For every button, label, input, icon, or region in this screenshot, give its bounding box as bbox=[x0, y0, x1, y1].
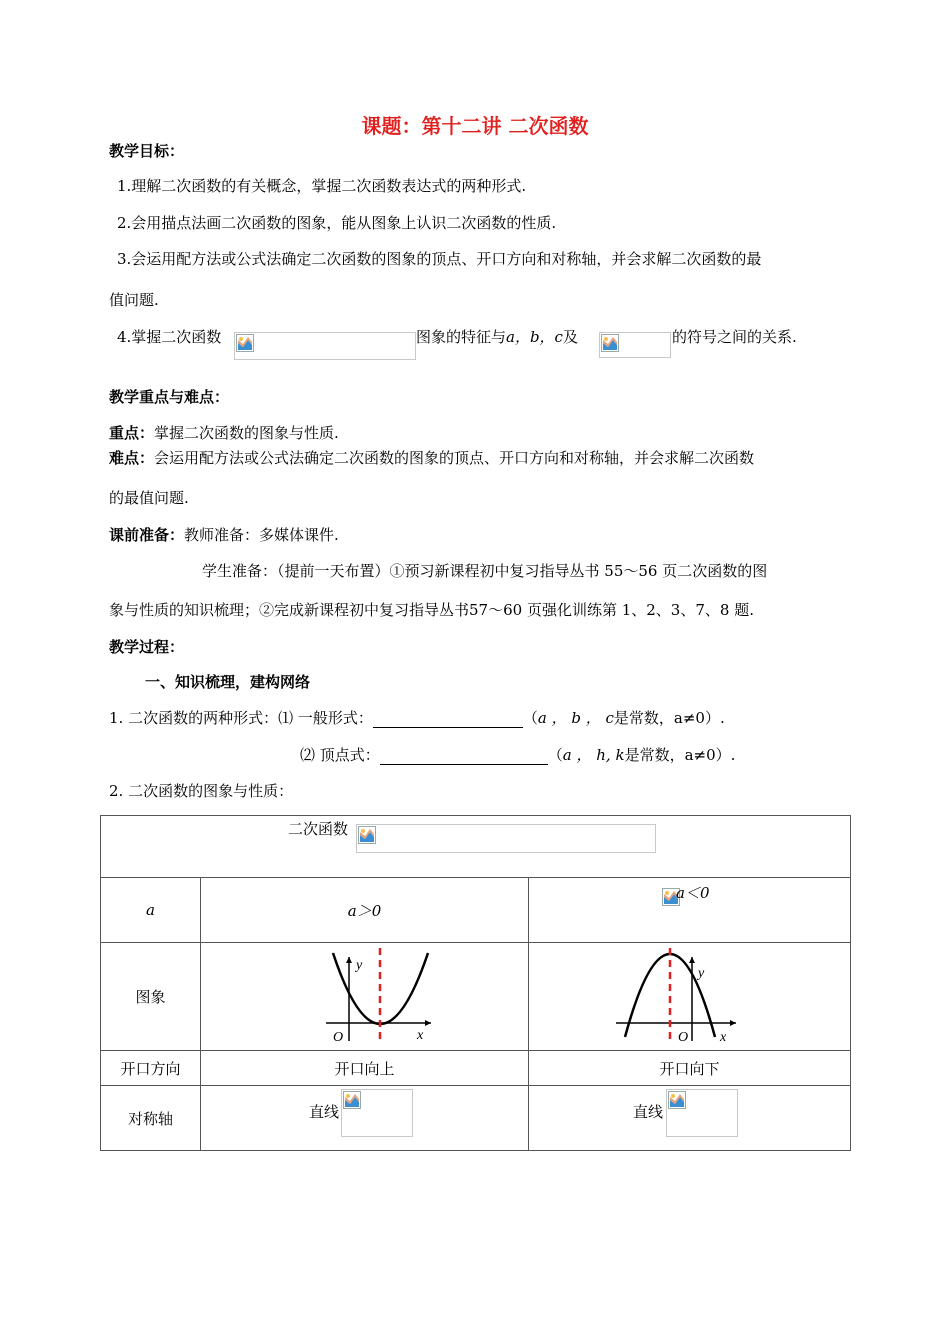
process-heading: 教学过程： bbox=[109, 638, 185, 656]
objective-2: 2.会用描点法画二次函数的图象，能从图象上认识二次函数的性质. bbox=[117, 214, 557, 232]
q1b-suffix-open: （ bbox=[547, 746, 563, 764]
objective-4-text-c: 及 bbox=[562, 328, 578, 346]
answer-blank-general-form[interactable] bbox=[373, 711, 523, 728]
y-axis-arrow bbox=[346, 957, 352, 963]
row-axis-label-cell bbox=[101, 1086, 201, 1151]
objective-1: 1.理解二次函数的有关概念，掌握二次函数表达式的两种形式. bbox=[117, 177, 527, 195]
objective-3-line1: 3.会运用配方法或公式法确定二次函数的图象的顶点、开口方向和对称轴，并会求解二次函数的最 bbox=[117, 250, 762, 268]
q1b-prefix: ⑵ 顶点式： bbox=[300, 746, 380, 764]
question-2: 2. 二次函数的图象与性质： bbox=[109, 782, 294, 800]
objectives-heading: 教学目标： bbox=[109, 142, 185, 160]
q1-suffix-open: （ bbox=[522, 709, 538, 727]
objective-3-line2: 值问题. bbox=[109, 291, 159, 309]
question-1-vertex-form bbox=[300, 745, 735, 765]
y-axis-label: y bbox=[698, 966, 705, 981]
question-1-general-form bbox=[109, 708, 725, 728]
preparation-line bbox=[109, 525, 339, 545]
objective-4-text-b: 图象的特征与 bbox=[416, 328, 507, 346]
objective-4-part-a: 4.掌握二次函数 bbox=[117, 328, 222, 346]
row-a-neg: a＜0 bbox=[676, 884, 710, 902]
student-preparation-line2: 象与性质的知识梳理；②完成新课程初中复习指导丛书57～60 页强化训练第 1、2、3、7、8 题. bbox=[109, 601, 754, 619]
difficulty-line bbox=[109, 448, 754, 468]
properties-table bbox=[100, 815, 851, 1151]
x-axis-label: x bbox=[720, 1030, 727, 1045]
teacher-preparation: 教师准备：多媒体课件. bbox=[184, 526, 339, 544]
downward-parabola-graph bbox=[611, 945, 741, 1045]
focus-line bbox=[109, 423, 339, 443]
table-header-label: 二次函数 bbox=[288, 820, 349, 838]
student-preparation-line1: 学生准备：（提前一天布置）①预习新课程初中复习指导丛书 55～56 页二次函数的图 bbox=[202, 562, 768, 580]
x-axis-arrow bbox=[425, 1020, 431, 1026]
origin-label: O bbox=[333, 1030, 344, 1045]
row-axis-neg: 直线 bbox=[633, 1103, 664, 1121]
table-header-cell bbox=[101, 816, 851, 878]
row-a-pos-cell bbox=[201, 878, 529, 943]
q1b-suffix-cond: a≠0）. bbox=[684, 746, 736, 764]
q1-suffix-cond: a≠0）. bbox=[673, 709, 725, 727]
focus-label: 重点： bbox=[109, 424, 155, 442]
upward-parabola-graph bbox=[316, 945, 436, 1045]
key-points-heading: 教学重点与难点： bbox=[109, 388, 230, 406]
origin-label: O bbox=[678, 1030, 689, 1045]
x-axis-arrow bbox=[730, 1020, 736, 1026]
difficulty-label: 难点： bbox=[109, 449, 155, 467]
row-open-neg-cell bbox=[529, 1051, 851, 1086]
row-open-neg: 开口向下 bbox=[659, 1059, 720, 1078]
row-graph-label-cell bbox=[101, 943, 201, 1051]
row-a-neg-cell bbox=[529, 878, 851, 943]
broken-image-icon bbox=[668, 1091, 686, 1109]
formula-image-placeholder bbox=[356, 824, 656, 853]
formula-image-placeholder bbox=[599, 332, 671, 358]
q1-suffix-vars: a ， b ， c bbox=[537, 709, 614, 727]
y-axis-label: y bbox=[356, 958, 363, 973]
formula-image-placeholder bbox=[341, 1089, 413, 1137]
difficulty-text: 会运用配方法或公式法确定二次函数的图象的顶点、开口方向和对称轴，并会求解二次函数 bbox=[154, 449, 755, 467]
preparation-label: 课前准备： bbox=[109, 526, 185, 544]
row-open-pos-cell bbox=[201, 1051, 529, 1086]
row-a-label-cell bbox=[101, 878, 201, 943]
answer-blank-vertex-form[interactable] bbox=[380, 748, 548, 765]
objective-4-vars: a，b，c bbox=[506, 328, 563, 346]
focus-text: 掌握二次函数的图象与性质. bbox=[154, 424, 339, 442]
q1-prefix: 1. 二次函数的两种形式：⑴ 一般形式： bbox=[109, 709, 373, 727]
difficulty-line2: 的最值问题. bbox=[109, 489, 189, 507]
row-axis-pos: 直线 bbox=[309, 1103, 340, 1121]
formula-image-placeholder bbox=[666, 1089, 738, 1137]
q1b-suffix-text: 是常数， bbox=[624, 746, 685, 764]
broken-image-icon bbox=[236, 334, 254, 352]
formula-image-placeholder bbox=[234, 332, 416, 360]
page-title: 课题：第十二讲 二次函数 bbox=[361, 114, 589, 138]
section-1-heading: 一、知识梳理，建构网络 bbox=[145, 673, 311, 691]
objective-4-part-b bbox=[416, 327, 578, 347]
row-axis-neg-cell bbox=[529, 1086, 851, 1151]
row-open-label: 开口方向 bbox=[120, 1059, 181, 1078]
broken-image-icon bbox=[343, 1091, 361, 1109]
x-axis-label: x bbox=[417, 1028, 424, 1043]
row-open-pos: 开口向上 bbox=[334, 1059, 395, 1078]
y-axis-arrow bbox=[689, 957, 695, 963]
broken-image-icon bbox=[358, 826, 376, 844]
row-graph-neg-cell bbox=[529, 943, 851, 1051]
objective-4-part-d: 的符号之间的关系. bbox=[672, 328, 797, 346]
row-graph-pos-cell bbox=[201, 943, 529, 1051]
row-a-label: a bbox=[146, 901, 155, 919]
q1-suffix-text: 是常数， bbox=[613, 709, 674, 727]
row-open-label-cell bbox=[101, 1051, 201, 1086]
row-a-pos: a＞0 bbox=[347, 901, 382, 920]
row-axis-label: 对称轴 bbox=[127, 1109, 173, 1128]
row-graph-label: 图象 bbox=[135, 988, 166, 1006]
row-axis-pos-cell bbox=[201, 1086, 529, 1151]
broken-image-icon bbox=[601, 334, 619, 352]
q1b-suffix-vars: a ， h, k bbox=[562, 746, 625, 764]
